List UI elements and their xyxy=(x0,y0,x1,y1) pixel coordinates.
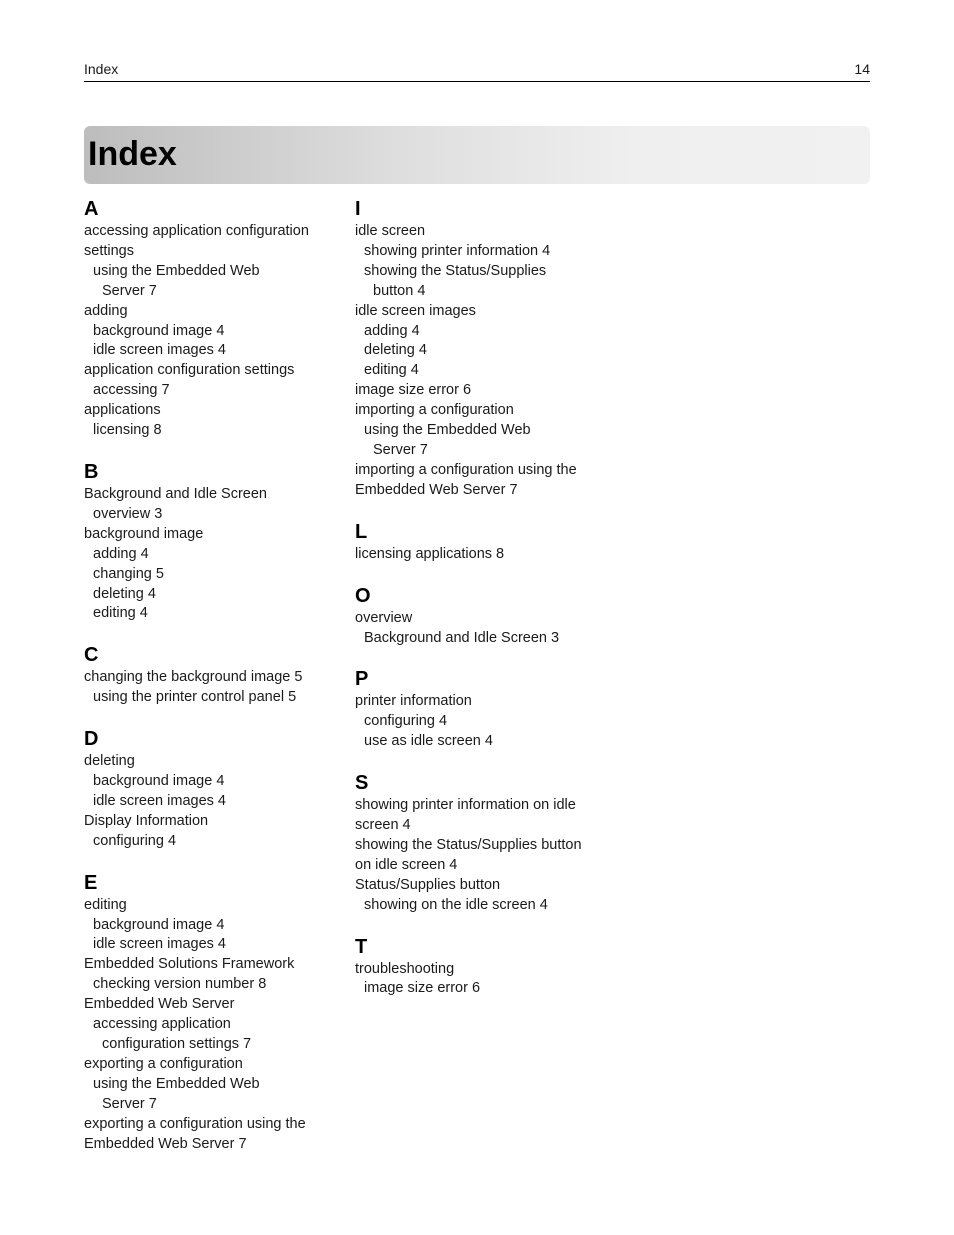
index-subentry: checking version number 8 xyxy=(93,976,267,993)
index-subentry: idle screen images 4 xyxy=(93,342,226,359)
index-subentry: Server 7 xyxy=(102,282,157,299)
section-gap xyxy=(355,916,605,936)
index-letter-heading: D xyxy=(84,728,99,751)
index-entry: licensing applications 8 xyxy=(355,545,505,562)
page-header xyxy=(84,60,870,82)
index-column-right xyxy=(355,198,605,999)
index-subentry: button 4 xyxy=(373,282,426,299)
index-entry: exporting a configuration using the xyxy=(84,1115,306,1132)
index-entry: adding xyxy=(84,302,128,319)
index-subentry: showing on the idle screen 4 xyxy=(364,896,548,913)
index-subentry: adding 4 xyxy=(93,545,149,562)
index-subentry: licensing 8 xyxy=(93,422,162,439)
index-subentry: Server 7 xyxy=(373,441,428,458)
index-letter-heading: O xyxy=(355,584,371,607)
index-entry: editing xyxy=(84,896,127,913)
index-subentry: background image 4 xyxy=(93,916,225,933)
page-title: Index xyxy=(88,135,177,173)
page-number: 14 xyxy=(854,61,870,77)
header-section-label: Index xyxy=(84,61,119,77)
index-entry: showing the Status/Supplies button xyxy=(355,836,582,853)
index-section xyxy=(84,728,334,852)
index-entry: printer information xyxy=(355,693,472,710)
index-entry: accessing application configuration xyxy=(84,223,309,239)
index-entry: importing a configuration xyxy=(355,402,514,419)
index-subentry: Background and Idle Screen 3 xyxy=(364,629,560,646)
index-subentry: using the Embedded Web xyxy=(93,262,260,279)
index-entry: idle screen images xyxy=(355,302,476,319)
index-letter-heading: P xyxy=(355,668,369,691)
index-subentry: background image 4 xyxy=(93,773,225,790)
index-subentry: accessing application xyxy=(93,1016,231,1033)
index-letter-heading: S xyxy=(355,772,369,795)
index-entry: application configuration settings xyxy=(84,362,295,379)
index-subentry: editing 4 xyxy=(364,362,419,379)
index-letter-heading: T xyxy=(355,935,368,958)
index-letter-heading: E xyxy=(84,871,98,894)
index-entry: Embedded Web Server xyxy=(84,996,235,1013)
index-section xyxy=(355,668,605,752)
index-banner xyxy=(84,126,870,184)
section-gap xyxy=(355,501,605,521)
index-entry: applications xyxy=(84,402,161,419)
index-entry: deleting xyxy=(84,753,135,770)
index-entry: importing a configuration using the xyxy=(355,461,577,478)
index-subentry: configuration settings 7 xyxy=(102,1036,252,1052)
index-entry: Embedded Solutions Framework xyxy=(84,956,295,973)
index-subentry: image size error 6 xyxy=(364,980,481,997)
index-subentry: editing 4 xyxy=(93,605,148,622)
index-entry: screen 4 xyxy=(355,817,411,834)
index-section xyxy=(84,644,334,708)
index-entry: showing printer information on idle xyxy=(355,797,576,814)
index-entry: background image xyxy=(84,525,204,542)
index-entry: exporting a configuration xyxy=(84,1055,243,1072)
index-letter-heading: I xyxy=(355,198,361,220)
section-gap xyxy=(355,648,605,668)
index-letter-heading: C xyxy=(84,644,99,667)
section-gap xyxy=(84,624,334,644)
index-subentry: configuring 4 xyxy=(364,713,448,730)
index-section xyxy=(84,198,334,441)
index-entry: image size error 6 xyxy=(355,382,472,399)
index-entry: troubleshooting xyxy=(355,960,455,977)
index-entry: Embedded Web Server 7 xyxy=(84,1135,247,1152)
index-subentry: idle screen images 4 xyxy=(93,792,226,809)
index-subentry: deleting 4 xyxy=(364,342,427,359)
index-subentry: Server 7 xyxy=(102,1095,157,1112)
index-entry: overview xyxy=(355,609,413,626)
index-subentry: using the Embedded Web xyxy=(364,422,531,439)
index-entry: settings xyxy=(84,242,134,259)
index-section xyxy=(355,772,605,915)
index-entry: idle screen xyxy=(355,223,426,239)
index-subentry: showing the Status/Supplies xyxy=(364,262,547,279)
section-gap xyxy=(355,565,605,585)
index-subentry: accessing 7 xyxy=(93,382,170,399)
index-section xyxy=(355,936,605,1000)
index-subentry: overview 3 xyxy=(93,505,163,522)
index-entry: Embedded Web Server 7 xyxy=(355,481,518,498)
index-subentry: changing 5 xyxy=(93,565,164,582)
index-subentry: using the Embedded Web xyxy=(93,1075,260,1092)
index-entry: on idle screen 4 xyxy=(355,856,458,873)
index-subentry: idle screen images 4 xyxy=(93,936,226,953)
section-gap xyxy=(355,752,605,772)
index-column-left xyxy=(84,198,334,1154)
index-subentry: using the printer control panel 5 xyxy=(93,689,297,706)
section-gap xyxy=(84,708,334,728)
index-entry: changing the background image 5 xyxy=(84,669,303,686)
index-entry: Background and Idle Screen xyxy=(84,485,267,502)
index-letter-heading: B xyxy=(84,460,99,483)
index-subentry: adding 4 xyxy=(364,322,420,339)
section-gap xyxy=(84,852,334,872)
index-letter-heading: A xyxy=(84,198,99,220)
index-section xyxy=(84,872,334,1155)
index-entry: Status/Supplies button xyxy=(355,876,501,893)
index-entry: Display Information xyxy=(84,812,209,829)
section-gap xyxy=(84,441,334,461)
index-subentry: deleting 4 xyxy=(93,585,156,602)
index-section xyxy=(84,461,334,624)
index-section xyxy=(355,585,605,649)
index-subentry: background image 4 xyxy=(93,322,225,339)
index-subentry: showing printer information 4 xyxy=(364,242,551,259)
index-section xyxy=(355,521,605,565)
index-subentry: configuring 4 xyxy=(93,832,177,849)
index-letter-heading: L xyxy=(355,520,368,543)
index-section xyxy=(355,198,605,501)
index-subentry: use as idle screen 4 xyxy=(364,733,493,750)
